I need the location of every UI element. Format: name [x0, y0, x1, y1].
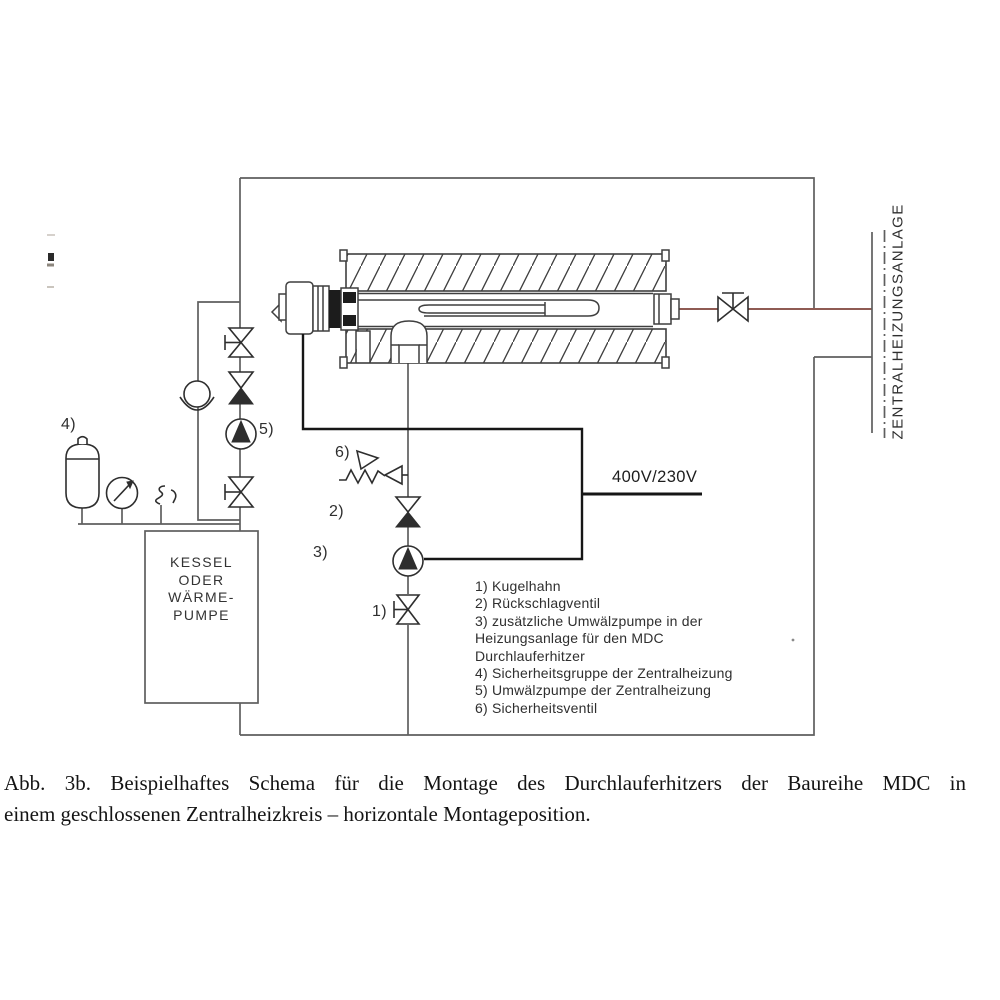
air-vent-icon: [156, 486, 176, 504]
kessel-line: PUMPE: [173, 606, 230, 623]
label-component-4: 4): [61, 416, 76, 433]
label-component-1: 1): [372, 603, 387, 620]
check-valve-icon-2: [396, 497, 420, 527]
heater-inlet-port: [391, 321, 427, 363]
electrical-wiring: [303, 334, 702, 559]
figure-caption-line-1: Abb. 3b. Beispielhaftes Schema für die Montage des Durchlauferhitzers der Baureihe MDC in: [4, 771, 966, 795]
label-component-6: 6): [335, 444, 350, 461]
power-rating-label: 400V/230V: [612, 468, 698, 486]
pressure-gauge-icon: [107, 478, 138, 509]
heating-element-tubes: [358, 300, 599, 316]
label-component-3: 3): [313, 544, 328, 561]
ball-valve-icon-left-upper: [225, 328, 253, 357]
ball-valve-icon-supply: [718, 293, 748, 321]
kessel-line: WÄRME-: [168, 589, 235, 605]
kessel-line: KESSEL: [170, 554, 233, 570]
legend-line: 2) Rückschlagventil: [475, 595, 601, 612]
flow-heater-illustration: [272, 250, 679, 368]
heater-wall-hatch-top: [346, 254, 666, 291]
legend: [475, 578, 795, 717]
expansion-vessel-icon: [66, 437, 99, 508]
legend-line: Heizungsanlage für den MDC: [475, 630, 664, 647]
ball-valve-icon-1: [394, 595, 419, 624]
legend-line: 4) Sicherheitsgruppe der Zentralheizung: [475, 665, 733, 682]
gravity-brake-icon: [180, 381, 214, 410]
legend-line: 1) Kugelhahn: [475, 578, 561, 594]
ball-valve-icon-left-lower: [225, 477, 253, 507]
check-valve-icon-left: [229, 372, 253, 404]
pump-icon-3: [393, 546, 423, 576]
central-heating-system-label: ZENTRALHEIZUNGSANLAGE: [889, 203, 907, 440]
heater-electric-head: [272, 250, 358, 368]
kessel-line: ODER: [178, 571, 225, 588]
heater-drain-slot: [356, 331, 370, 363]
legend-line: 3) zusätzliche Umwälzpumpe in der: [475, 612, 703, 629]
legend-line: Durchlauferhitzer: [475, 647, 585, 664]
figure-caption-line-2: einem geschlossenen Zentralheizkreis – horizontale Montageposition.: [4, 802, 591, 826]
pump-icon-5: [226, 419, 256, 449]
label-component-2: 2): [329, 503, 344, 520]
legend-line: 6) Sicherheitsventil: [475, 699, 598, 716]
kessel-box-label: [145, 554, 258, 624]
legend-line: 5) Umwälzpumpe der Zentralheizung: [475, 682, 712, 699]
label-component-5: 5): [259, 421, 274, 438]
